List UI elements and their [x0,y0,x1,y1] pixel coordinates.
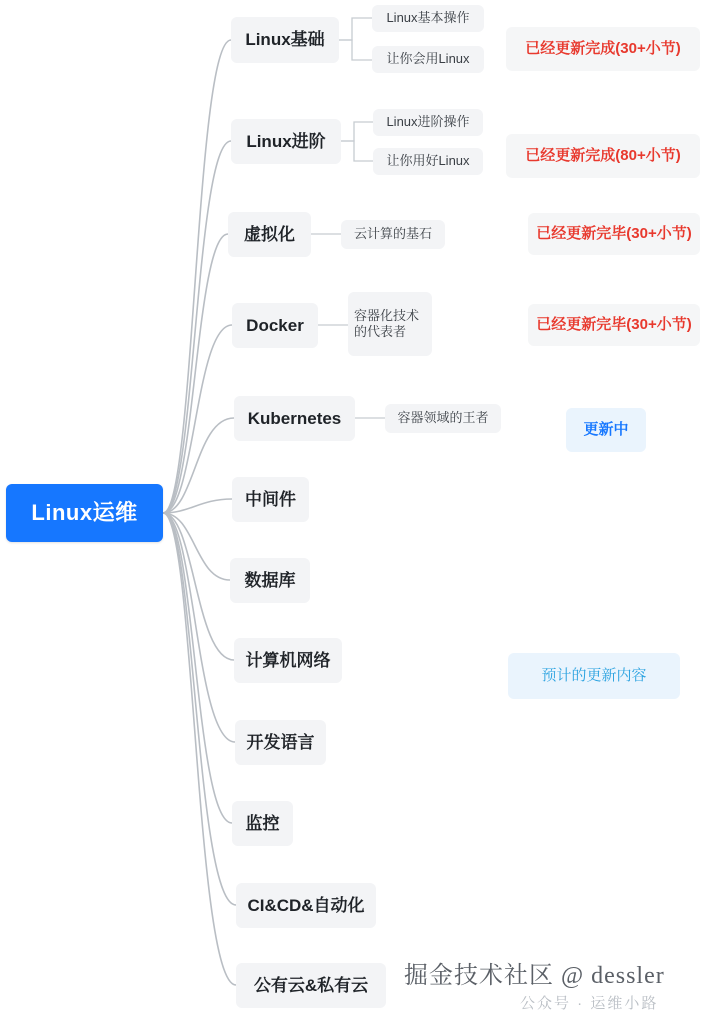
topic-node-public-private-cloud[interactable] [236,963,386,1008]
leaf-node-container-king[interactable] [385,404,501,433]
topic-node-monitoring[interactable] [232,801,293,846]
topic-node-dev-languages[interactable] [235,720,326,765]
topic-node-docker[interactable] [232,303,318,348]
root-node-label: Linux运维 [31,500,138,526]
leaf-label: 云计算的基石 [353,226,432,242]
leaf-node-linux-usable[interactable] [372,46,484,73]
leaf-label: 让你会用Linux [386,51,470,67]
status-label: 更新中 [583,420,629,438]
topic-label: Linux进阶 [246,131,326,151]
topic-node-cicd-automation[interactable] [236,883,376,928]
topic-label: Kubernetes [247,408,342,428]
plan-note-label: 预计的更新内容 [541,666,647,684]
topic-label: 监控 [245,813,280,833]
topic-label: 计算机网络 [245,650,331,670]
plan-note-badge [508,653,680,699]
topic-label: 公有云&私有云 [253,975,369,995]
status-label: 已经更新完成(80+小节) [525,146,681,164]
status-badge-docker [528,304,700,346]
topic-label: 开发语言 [246,732,315,752]
topic-node-kubernetes[interactable] [234,396,355,441]
topic-node-linux-basics[interactable] [231,17,339,63]
status-badge-linux-basics [506,27,700,71]
leaf-node-linux-use-well[interactable] [373,148,483,175]
status-label: 已经更新完成(30+小节) [525,39,681,57]
status-label: 已经更新完毕(30+小节) [536,315,692,333]
root-node[interactable] [6,484,163,542]
topic-node-database[interactable] [230,558,310,603]
leaf-label: Linux基本操作 [386,10,470,26]
status-label: 已经更新完毕(30+小节) [536,224,692,242]
status-badge-virtualization [528,213,700,255]
status-badge-kubernetes [566,408,646,452]
topic-label: CI&CD&自动化 [247,895,365,915]
topic-label: Docker [246,315,304,335]
topic-label: 数据库 [244,570,296,590]
leaf-node-cloud-cornerstone[interactable] [341,220,445,249]
status-badge-linux-advanced [506,134,700,178]
topic-node-middleware[interactable] [232,477,309,522]
topic-node-linux-advanced[interactable] [231,119,341,164]
topic-label: Linux基础 [245,30,325,50]
leaf-node-linux-basic-ops[interactable] [372,5,484,32]
leaf-label: 容器领域的王者 [397,410,489,426]
watermark-main: 掘金技术社区 @ dessler [404,963,665,989]
leaf-label: 让你用好Linux [386,153,470,169]
leaf-node-container-representative[interactable] [348,292,432,356]
topic-label: 虚拟化 [244,224,295,244]
topic-label: 中间件 [245,489,296,509]
leaf-node-linux-advanced-ops[interactable] [373,109,483,136]
topic-node-virtualization[interactable] [228,212,311,257]
watermark-sub: 公众号 · 运维小路 [520,995,659,1012]
leaf-label: 容器化技术的代表者 [354,307,420,339]
topic-node-computer-network[interactable] [234,638,342,683]
leaf-label: Linux进阶操作 [386,114,470,130]
